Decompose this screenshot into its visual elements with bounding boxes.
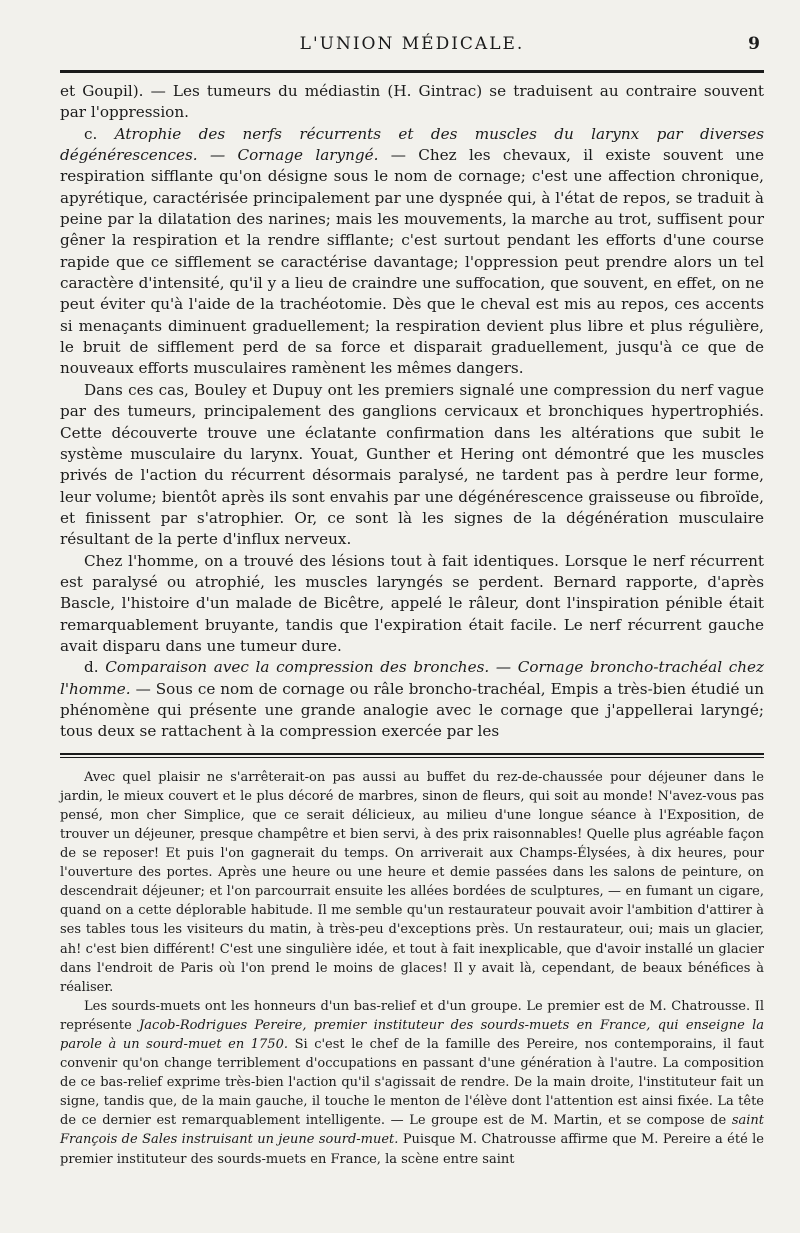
paragraph-tumeurs-mediastin: et Goupil). — Les tumeurs du médiastin (H. Gintrac) se traduisent au contraire souvent par l'oppression. [60,82,764,122]
text-run: Puisque M. Chatrousse affirme que M. Pereire a été le premier instituteur des sourds-muets en France, la scène entre saint [60,1132,765,1167]
paragraph-atrophie-nerfs [60,124,764,380]
main-text [60,81,764,743]
paragraph-chez-homme: Chez l'homme, on a trouvé des lésions tout à fait identiques. Lorsque le nerf récurrent est paralysé ou atrophié, les muscles laryngés se perdent. Bernard rapporte, d'après Bascle, l'histoire d'un malade de Bicêtre, appelé le râleur, dont l'inspiration pénible était remarquablement bruyante, tandis que l'expiration était facile. Le nerf récurrent gauche avait disparu dans une tumeur dure. [60,551,764,655]
running-title: L'UNION MÉDICALE. [299,34,525,54]
text-run: Les sourds-muets ont les honneurs d'un bas-relief et d'un groupe. Le premier est de M. Chatrousse. Il représente [60,998,764,1033]
paragraph-text: — Chez les chevaux, il existe souvent une respiration sifflante qu'on désigne sous le nom de cornage; c'est une affection chronique, apyrétique, caractérisée principalement par une dyspnée qui, à l'état de repos, se traduit à peine par la dilatation des narines; mais les mouvements, la marche au trot, suffisent pour gêner la respiration et la rendre sifflante; c'est surtout pendant les efforts d'une course rapide que ce sifflement se caractérise davantage; l'oppression peut prendre alors un tel caractère d'intensité, qu'il y a lieu de craindre une suffocation, que souvent, en effet, on ne peut éviter qu'à l'aide de la trachéotomie. Dès que le cheval est mis au repos, ces accents si menaçants diminuent graduellement; la respiration devient plus libre et plus régulière, le bruit de sifflement perd de sa force et disparait graduellement, jusqu'à ce que de nouveaux efforts musculaires ramènent les mêmes dangers. [60,146,764,378]
title-saint-francois: saint François de Sales instruisant un jeune sourd-muet. [60,1113,764,1148]
feuilleton-divider [60,753,764,758]
section-label-c: c. [84,124,98,143]
paragraph-compression-bronches [60,657,764,742]
title-pereire: Jacob-Rodrigues Pereire, premier instituteur des sourds-muets en France, qui enseigne la parole à un sourd-muet en 1750. [60,1017,764,1052]
section-heading-cornage-laryngé: Atrophie des nerfs récurrents et des muscles du larynx par diverses dégénérescences. — Cornage laryngé. [60,124,765,165]
text-run: Si c'est le chef de la famille des Pereire, nos contemporains, il faut convenir qu'on change terriblement d'occupations en passant d'une génération à l'autre. La composition de ce bas-relief exprime très-bien l'action qu'il s'agissait de rendre. De la main droite, l'instituteur fait un signe, tandis que, de la main gauche, il touche le menton de l'élève dont l'attention est ainsi fixée. La tête de ce dernier est remarquablement intelligente. — Le groupe est de M. Martin, et se compose de [60,1036,764,1129]
paragraph-bouley-dupuy: Dans ces cas, Bouley et Dupuy ont les premiers signalé une compression du nerf vague par des tumeurs, principalement des ganglions cervicaux et bronchiques hypertrophiés. Cette découverte trouve une éclatante confirmation dans les altérations que subit le système musculaire du larynx. Youat, Gunther et Hering ont démontré que les muscles privés de l'action du récurrent désormais paralysé, ne tardent pas à perdre leur forme, leur volume; bientôt après ils sont envahis par une dégénérescence graisseuse ou fibroïde, et finissent par s'atrophier. Or, ce sont là les signes de la dégénération musculaire résultant de la perte d'influx nerveux. [60,380,764,549]
header-rule [60,70,764,73]
feuilleton-paragraph-buffet: Avec quel plaisir ne s'arrêterait-on pas aussi au buffet du rez-de-chaussée pour déjeuner dans le jardin, le mieux couvert et le plus décoré de marbres, sinon de fleurs, qui soit au monde! N'avez-vous pas pensé, mon cher Simplice, que ce serait délicieux, au milieu d'une longue séance à l'Exposition, de trouver un déjeuner, presque champêtre et bien servi, à des prix raisonnables! Quelle plus agréable façon de se reposer! Et puis l'on gagnerait du temps. On arriverait aux Champs-Élysées, à dix heures, pour l'ouverture des portes. Après une heure ou une heure et demie passées dans les salons de peinture, on descendrait déjeuner; et l'on parcourrait ensuite les allées bordées de sculptures, — en fumant un cigare, quand on a cette déplorable habitude. Il me semble qu'un restaurateur pouvait avoir l'ambition d'attirer à ses tables tous les visiteurs du matin, à très-peu d'exceptions près. Un restaurateur, oui; mais un glacier, ah! c'est bien différent! C'est une singulière idée, et tout à fait inexplicable, que d'avoir installé un glacier dans l'endroit de Paris où l'on prend le moins de glaces! Il y avait là, cependant, de beaux bénéfices à réaliser. [60,769,764,995]
feuilleton [60,768,764,1169]
running-head [60,30,764,70]
paragraph-text: — Sous ce nom de cornage ou râle broncho-trachéal, Empis a très-bien étudié un phénomène qui présente une grande analogie avec le cornage que j'appellerai laryngé; tous deux se rattachent à la compression exercée par les [60,679,765,741]
section-heading-cornage-broncho: Comparaison avec la compression des bronches. — Cornage broncho-trachéal chez l'homme. [60,658,765,698]
page-number: 9 [748,34,760,54]
feuilleton-paragraph-sourds-muets [60,997,764,1169]
section-label-d: d. [84,658,99,677]
